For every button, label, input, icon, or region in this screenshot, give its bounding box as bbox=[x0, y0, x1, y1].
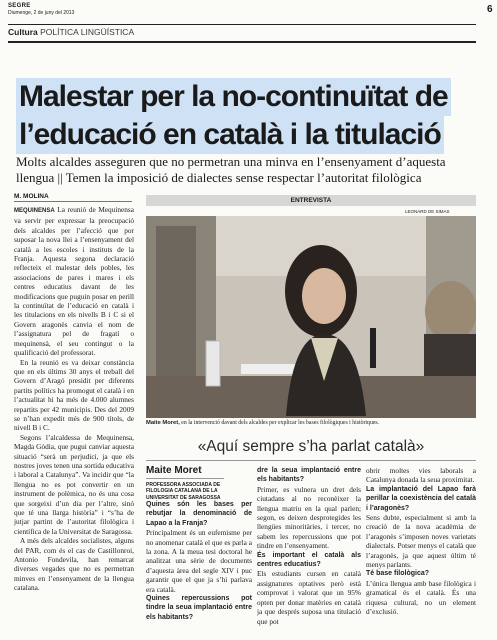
issue-date: Diumenge, 2 de juny del 2013 bbox=[8, 10, 75, 16]
caption-name: Maite Moret, bbox=[146, 420, 180, 426]
answer-3-continued: obrir moltes vies laborals a Catalunya donada la seua proximitat. bbox=[366, 466, 476, 485]
question-1: Quines són les bases per rebutjar la denominació de Lapao a la Franja? bbox=[146, 501, 252, 527]
question-5: Té base filològica? bbox=[366, 570, 430, 578]
section-sub: POLÍTICA LINGÜÍSTICA bbox=[40, 27, 135, 37]
bio-name: Maite Moret bbox=[146, 465, 224, 479]
section-rule bbox=[8, 41, 476, 43]
answer-5: L’única llengua amb base filològica i gramatical és el català. És una riquesa cultural, no un element d’exclusió. bbox=[366, 578, 476, 617]
headline-line-1: Malestar per la no-continuïtat de bbox=[16, 78, 451, 116]
left-paragraph-1-text: La reunió de Mequinensa va servir per expressar la preocupació dels alcaldes per l’afecció que por suposar la nova llei a l’ensenyament del català a les escoles i instituts de la Franja. Aquesta segona declaració reflecteix el malestar dels pobles, les associacions de pares i mares i els centres educatius davant de les modificacions que puguin posar en perill la continuïtat de l’educació en català i les titulacions en els nivells B i C si el Govern aragonès canvia el nom de l’assignatura pel de fragatí o mequinensà, el seu contingut o la qualificació del professorat. bbox=[14, 205, 134, 358]
bio-box bbox=[146, 465, 224, 501]
byline: M. MOLINA bbox=[14, 193, 49, 200]
answer-2: Primer, es vulnera un dret dels ciutadans al no reconèixer la llengua matriu en la qual parlen; segon, es deixen desprotegides les llengües minoritàries, i tercer, no sabem les repercussions que pot tindre en l’ensenyament. bbox=[257, 484, 361, 551]
interview-label: ENTREVISTA bbox=[146, 195, 476, 206]
bio-description: PROFESSORA ASSOCIADA DE FILOLOGIA CATALANA DE LA UNIVERSITAT DE SARAGOSSA bbox=[146, 482, 221, 501]
deck-line-2: llengua || Temen la imposició de dialectes sense respectar l’autoritat filològica bbox=[16, 170, 422, 185]
question-3: És important el català als centres educatius? bbox=[257, 551, 361, 569]
caption-text: en la intervenció davant dels alcaldes per explicar les bases filològiques i històriques. bbox=[181, 420, 380, 426]
left-paragraph-2: En la reunió es va deixar constància que en els últims 30 anys el treball del Govern d’Aragó presidit per diferents partits polítics ha promogut el català i en l’actualitat hi ha més de 4.000 alumnes repartits per 42 municipis. Des del 2009 se n’han expedit més de 900 títols, de nivell B i C. bbox=[14, 357, 134, 433]
question-4: La implantació del Lapao farà perillar la coexistència del català i l’aragonès? bbox=[366, 485, 476, 512]
page-number: 6 bbox=[487, 4, 493, 15]
byline-rule bbox=[14, 201, 132, 202]
answer-1: Principalment és un eufemisme per no anomenar català el que es parla a la zona. A la meua tesi doctoral he analitzat una sèrie de documents d’aquesta àrea del segle XIV i puc garantir que el que ja s’hi parlava era català. bbox=[146, 528, 252, 594]
photo-caption bbox=[146, 420, 476, 427]
section-main: Cultura bbox=[8, 27, 38, 37]
interview-column-1 bbox=[146, 500, 252, 635]
answer-4: Sens dubte, especialment si amb la creació de la nova acadèmia de l’aragonès s’imposen noves varietats dialectals. Potser menys el català que l’aragonès, ja que aquest últim té menys parlants. bbox=[366, 513, 476, 570]
left-paragraph-1 bbox=[14, 205, 134, 358]
headline-line-2: l’educació en català i la titulació bbox=[16, 116, 444, 154]
question-2-continued: dre la seua implantació entre els habitants? bbox=[257, 467, 361, 484]
masthead: SEGRE bbox=[8, 3, 31, 9]
left-paragraph-4: A més dels alcaldes socialistes, alguns del PAR, com és el cas de Castillonroi, Antonio Fondevila, han remarcat diverses vegades que no es permetran minves en l’ensenyament de la llengua catalana. bbox=[14, 536, 134, 593]
deck-line-1: Molts alcaldes asseguren que no permetran una minva en l’ensenyament d’aquesta bbox=[16, 154, 446, 169]
photo-illustration bbox=[146, 216, 476, 418]
section-label bbox=[8, 27, 134, 37]
interview-column-2 bbox=[257, 466, 361, 634]
answer-3: Els estudiants cursen en català assignatures optatives però està comprovat i valorat que un 95% opten per donar matèries en català ja que després suposa una titulació que pot bbox=[257, 569, 361, 626]
left-column bbox=[14, 205, 134, 630]
photo-credit: LEONARD DE SIMAS bbox=[405, 209, 450, 214]
interview-column-3 bbox=[366, 466, 476, 634]
pull-quote-rule bbox=[146, 460, 476, 461]
pull-quote: «Aquí sempre s’ha parlat català» bbox=[197, 438, 425, 455]
left-paragraph-3: Segons l’alcaldessa de Mequinensa, Magda Gòdia, que pugui canviar aquesta situació “serà un perjudici, ja que els nostres joves tenen una sortida educativa i laboral a Catalunya”. Va incidir que “la llengua no es pot convertir en un instrument de polèmica, no és una cosa que sorgeixi d’un dia per l’altre, sinó que té una llarga història” i “s’ha de jutjar partint de l’autoritat filològica i científica de la Universitat de Saragossa. bbox=[14, 432, 134, 536]
interview-photo bbox=[146, 216, 476, 418]
dateline: MEQUINENSA bbox=[14, 208, 55, 214]
header-rule bbox=[8, 24, 476, 25]
question-2: Quines repercussions pot tindre la seua implantació entre els habitants? bbox=[146, 595, 252, 621]
